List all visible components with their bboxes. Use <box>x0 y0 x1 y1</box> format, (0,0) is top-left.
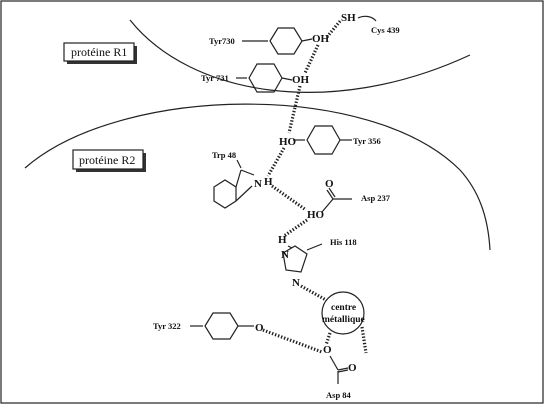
tyr730-label: Tyr730 <box>209 36 235 46</box>
tyr731-residue <box>236 64 292 92</box>
hbond-oh730-oh731 <box>305 45 318 73</box>
hbond-oh731-ho356 <box>289 86 300 133</box>
hbond-sh-oh730 <box>327 20 341 37</box>
asp84-o-bottom-atom: O <box>348 362 357 374</box>
his118-label: His 118 <box>330 237 357 247</box>
his118-h-atom: H <box>278 234 287 246</box>
his118-n-bottom-atom: N <box>292 277 300 289</box>
protein-r2-label: protéine R2 <box>79 153 136 167</box>
tyr731-oh-atom: OH <box>292 74 310 86</box>
hbond-metal-asp84-right <box>362 327 366 353</box>
metal-center <box>322 292 365 334</box>
tyr356-ho-atom: HO <box>279 136 297 148</box>
hbond-tyr322-asp84 <box>263 330 322 352</box>
metal-center-line1: centre <box>331 303 357 313</box>
protein-r2-box <box>73 150 146 172</box>
tyr322-o-atom: O <box>255 322 264 334</box>
asp84-o-top-atom: O <box>323 344 332 356</box>
trp48-n-atom: N <box>254 178 262 190</box>
metal-center-line2: métallique <box>322 315 365 325</box>
tyr731-label: Tyr 731 <box>201 73 229 83</box>
tyr356-residue <box>293 126 352 154</box>
cys439-label: Cys 439 <box>371 25 400 35</box>
tyr322-label: Tyr 322 <box>153 321 181 331</box>
hbond-asp237-his118 <box>284 220 307 236</box>
tyr322-residue <box>190 313 254 339</box>
hbond-his118-metal <box>301 286 326 300</box>
trp48-h-atom: H <box>264 176 273 188</box>
asp237-label: Asp 237 <box>361 193 391 203</box>
asp84-residue <box>330 356 348 384</box>
trp48-label: Trp 48 <box>212 150 237 160</box>
protein-r1-label: protéine R1 <box>71 45 128 59</box>
tyr730-residue <box>242 28 312 54</box>
protein-r1-box <box>64 43 137 64</box>
asp84-label: Asp 84 <box>326 390 351 400</box>
asp237-o-atom: O <box>325 178 334 190</box>
hbond-trp-nh-asp237 <box>272 186 306 210</box>
cys439-residue <box>358 16 376 21</box>
his118-n-top-atom: N <box>281 249 289 261</box>
cys439-sh-atom: SH <box>341 12 356 24</box>
tyr730-oh-atom: OH <box>312 33 330 45</box>
trp48-residue <box>214 160 254 208</box>
hbond-ho356-trp-nh <box>268 148 284 176</box>
tyr356-label: Tyr 356 <box>353 136 381 146</box>
asp237-ho-atom: HO <box>307 209 325 221</box>
asp237-residue <box>322 188 352 212</box>
